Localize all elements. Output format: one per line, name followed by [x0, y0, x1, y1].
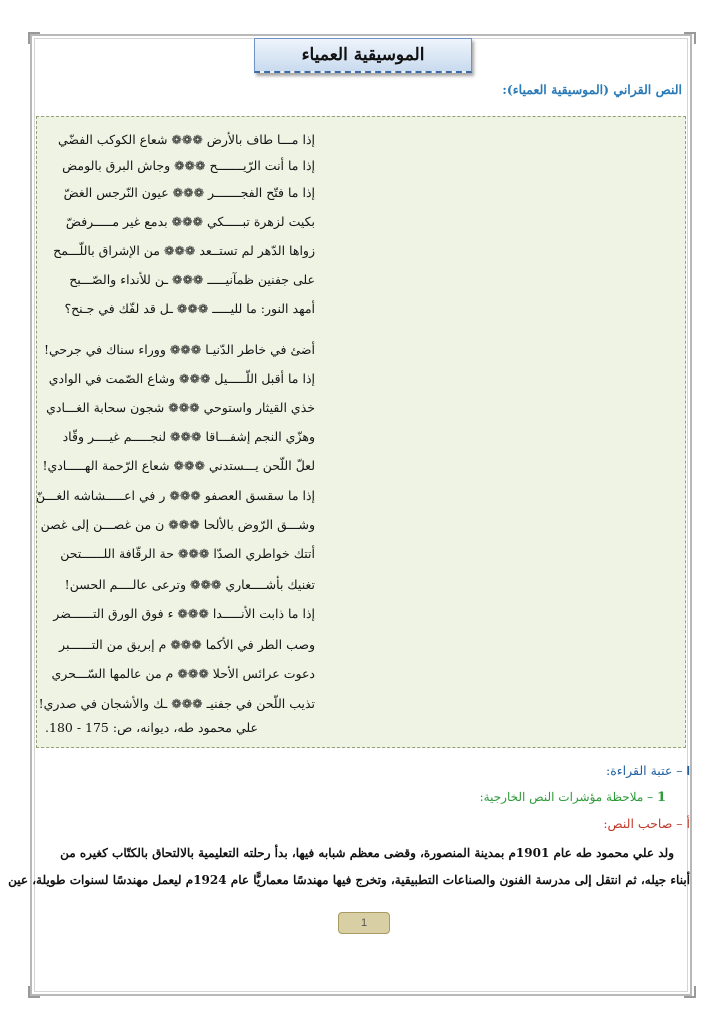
poem-line: خذي القيثار واستوحي ❁❁❁ شجون سحابة الغـــادي	[46, 400, 315, 415]
poem-line: أمهد النور: ما لليـــــ ❁❁❁ ـل قد لفّك في جـنح؟	[64, 301, 315, 316]
corner-ornament	[28, 32, 40, 44]
section-label: – عتبة القراءة:	[606, 763, 687, 778]
paragraph-line: ولد علي محمود طه عام 1901م بمدينة المنصورة، وقضى معظم شبابه فيها، بدأ رحلته التعليمية بالالتحاق بالكتّاب كغيره من	[60, 846, 674, 860]
poem-attribution: علي محمود طه، ديوانه، ص: 175 - 180.	[45, 720, 258, 735]
poem-line: لعلّ اللّحن يـــستدني ❁❁❁ شعاع الرّحمة الهـــــادي!	[42, 458, 315, 473]
page-title: الموسيقية العمياء	[301, 45, 425, 65]
poem-line: إذا ما أقبل اللّـــــيل ❁❁❁ وشاع الصّمت في الوادي	[48, 371, 315, 386]
poem-line: دعوت عرائس الأحلا ❁❁❁ م من عالمها السّـــحري	[51, 666, 315, 681]
poem-line: وشـــق الرّوض بالألحا ❁❁❁ ن من غصـــن إلى غصن	[40, 517, 315, 532]
poem-line: تغنيك بأشــــعاري ❁❁❁ وترعى عالــــم الحسن!	[64, 577, 315, 592]
subsection-number: 1	[656, 790, 666, 805]
corner-ornament	[684, 32, 696, 44]
corner-ornament	[28, 986, 40, 998]
poem-line: على جفنين ظمآنيـــــ ❁❁❁ ـن للأنداء والصّـــبح	[69, 272, 315, 287]
title-banner	[254, 38, 472, 73]
poem-line: بكيت لزهرة تبـــــكي ❁❁❁ بدمع غير مـــــرفضّ	[65, 214, 315, 229]
author-heading: أ – صاحب النص:	[603, 816, 690, 831]
section-heading-reading	[606, 763, 690, 778]
poem-line: تذيب اللّحن في جفنيـ ❁❁❁ ـك والأشجان في صدري!	[38, 696, 315, 711]
poem-line: وهزّي النجم إشفـــاقا ❁❁❁ لنجـــــم غيــــر وقّاد	[62, 429, 315, 444]
poem-line: إذا ما ذابت الأنـــــدا ❁❁❁ ء فوق الورق التــــــضر	[53, 606, 315, 621]
poem-subtitle: النص القراني (الموسيقية العمياء):	[502, 82, 682, 97]
poem-line: إذا ما فتّح الفجـــــــر ❁❁❁ عيون النّرجس الغضّ	[63, 185, 315, 200]
corner-ornament	[684, 986, 696, 998]
poem-line: إذا ما سقسق العصفو ❁❁❁ ر في اعـــــشاشه الغـــنّ	[35, 488, 315, 503]
poem-line: إذا ما أنت الرّيـــــــح ❁❁❁ وجاش البرق بالومض	[62, 158, 315, 173]
page-number: 1	[338, 912, 390, 934]
poem-line: أتتك خواطري الصدّا ❁❁❁ حة الرقّافة اللــــــتحن	[60, 546, 315, 561]
poem-line: زواها الدّهر لم تستــعد ❁❁❁ من الإشراق باللّـــمح	[53, 243, 315, 258]
subsection-label: – ملاحظة مؤشرات النص الخارجية:	[479, 790, 657, 804]
poem-line: وصب الطر في الأكما ❁❁❁ م إبريق من التــــــبر	[59, 637, 315, 652]
subsection-heading	[480, 790, 666, 805]
section-number: I	[686, 764, 690, 778]
poem-line: إذا مـــا طاف بالأرض ❁❁❁ شعاع الكوكب الفضّي	[57, 132, 315, 147]
paragraph-line: أبناء جيله، ثم انتقل إلى مدرسة الفنون والصناعات التطبيقية، وتخرج فيها مهندسًا معماريًّا عام 1924م ليعمل مهندسًا لسنوات طويلة، عين	[8, 873, 690, 887]
poem-line: أضئ في خاطر الدّنيـا ❁❁❁ ووراء سناك في جرحي!	[43, 342, 315, 357]
